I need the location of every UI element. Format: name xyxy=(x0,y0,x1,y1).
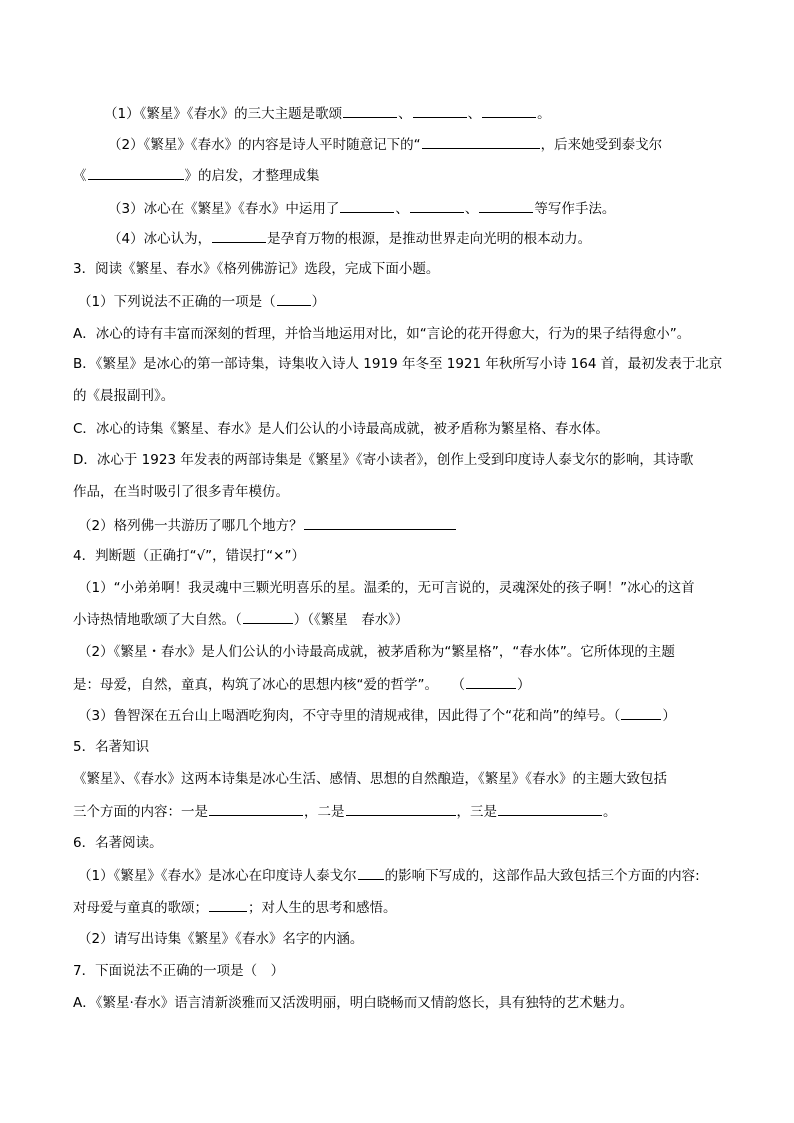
option-a: A．冰心的诗有丰富而深刻的哲理，并恰当地运用对比，如“言论的花开得愈大，行为的果子结得愈小”。 xyxy=(73,326,691,342)
answer-blank[interactable] xyxy=(621,706,661,720)
q2-line-4: （3）冰心在《繁星》《春水》中运用了 、 、 等写作手法。 xyxy=(108,201,616,217)
q6-sub1-line-1: （1）《繁星》《春水》是冰心在印度诗人泰戈尔 的影响下写成的，这部作品大致包括三个方面的内容: xyxy=(78,868,700,884)
answer-blank[interactable] xyxy=(422,135,540,149)
answer-blank[interactable] xyxy=(466,675,516,689)
option-d-line-2: 作品，在当时吸引了很多青年模仿。 xyxy=(73,484,289,500)
answer-blank[interactable] xyxy=(209,802,303,816)
q4-heading: 4．判断题（正确打“√”，错误打“×”） xyxy=(73,548,305,564)
q5-line-2: 三个方面的内容：一是 ，二是 ，三是 。 xyxy=(73,804,617,820)
q2-line-2: （2）《繁星》《春水》的内容是诗人平时随意记下的“ ，后来她受到泰戈尔 xyxy=(108,137,663,153)
answer-blank[interactable] xyxy=(358,866,384,880)
q4-sub3: （3）鲁智深在五台山上喝酒吃狗肉，不守寺里的清规戒律，因此得了个“花和尚”的绰号。（ ） xyxy=(78,708,676,724)
answer-blank[interactable] xyxy=(498,802,602,816)
q7-option-a: A．《繁星·春水》语言清新淡雅而又活泼明丽，明白晓畅而又情韵悠长，具有独特的艺术魅力。 xyxy=(73,995,634,1011)
answer-blank[interactable] xyxy=(209,898,247,912)
answer-blank[interactable] xyxy=(410,199,464,213)
q7-heading: 7．下面说法不正确的一项是（ ） xyxy=(73,963,285,979)
q4-sub2-line-2: 是：母爱，自然，童真，构筑了冰心的思想内核“爱的哲学”。 （ ） xyxy=(73,677,531,693)
option-c: C．冰心的诗集《繁星、春水》是人们公认的小诗最高成就，被矛盾称为繁星格、春水体。 xyxy=(73,421,609,437)
option-b-line-1: B．《繁星》是冰心的第一部诗集，诗集收入诗人 1919 年冬至 1921 年秋所写小诗 164 首，最初发表于北京 xyxy=(73,356,723,372)
q4-sub1-line-2: 小诗热情地歌颂了大自然。（ ）（《繁星 春水》） xyxy=(73,612,409,628)
q6-sub2: （2）请写出诗集《繁星》《春水》名字的内涵。 xyxy=(78,931,364,947)
q5-heading: 5．名著知识 xyxy=(73,739,150,755)
answer-blank[interactable] xyxy=(88,166,184,180)
q3-sub1: （1）下列说法不正确的一项是（ ） xyxy=(78,294,326,310)
q5-line-1: 《繁星》、《春水》这两本诗集是冰心生活、感情、思想的自然酿造，《繁星》《春水》的主题大致包括 xyxy=(73,771,667,787)
q3-heading: 3．阅读《繁星、春水》《格列佛游记》选段，完成下面小题。 xyxy=(73,261,440,277)
answer-blank[interactable] xyxy=(482,104,536,118)
answer-blank[interactable] xyxy=(340,199,394,213)
q6-sub1-line-2: 对母爱与童真的歌颂； ；对人生的思考和感悟。 xyxy=(73,900,397,916)
q2-line-3: 《 》的启发，才整理成集 xyxy=(73,168,320,184)
option-b-line-2: 的《晨报副刊》。 xyxy=(73,388,175,404)
answer-blank[interactable] xyxy=(304,516,456,530)
answer-blank[interactable] xyxy=(413,104,467,118)
q3-sub2: （2）格列佛一共游历了哪几个地方？ xyxy=(78,516,457,535)
answer-blank[interactable] xyxy=(343,104,397,118)
option-d-line-1: D．冰心于 1923 年发表的两部诗集是《繁星》《寄小读者》，创作上受到印度诗人泰戈尔的影响，其诗歌 xyxy=(73,452,694,468)
answer-blank[interactable] xyxy=(243,610,293,624)
q6-heading: 6．名著阅读。 xyxy=(73,835,163,851)
answer-blank[interactable] xyxy=(277,292,311,306)
q4-sub1-line-1: （1）“小弟弟啊！我灵魂中三颗光明喜乐的星。温柔的，无可言说的，灵魂深处的孩子啊！”冰心的这首 xyxy=(78,580,695,596)
q2-line-5: （4）冰心认为， 是孕育万物的根源，是推动世界走向光明的根本动力。 xyxy=(108,231,592,247)
answer-blank[interactable] xyxy=(479,199,533,213)
q4-sub2-line-1: （2）《繁星・春水》是人们公认的小诗最高成就，被茅盾称为“繁星格”，“春水体”。它所体现的主题 xyxy=(78,644,675,660)
q2-line-1: （1）《繁星》《春水》的三大主题是歌颂 、 、 。 xyxy=(104,106,551,122)
answer-blank[interactable] xyxy=(346,802,456,816)
answer-blank[interactable] xyxy=(212,229,266,243)
